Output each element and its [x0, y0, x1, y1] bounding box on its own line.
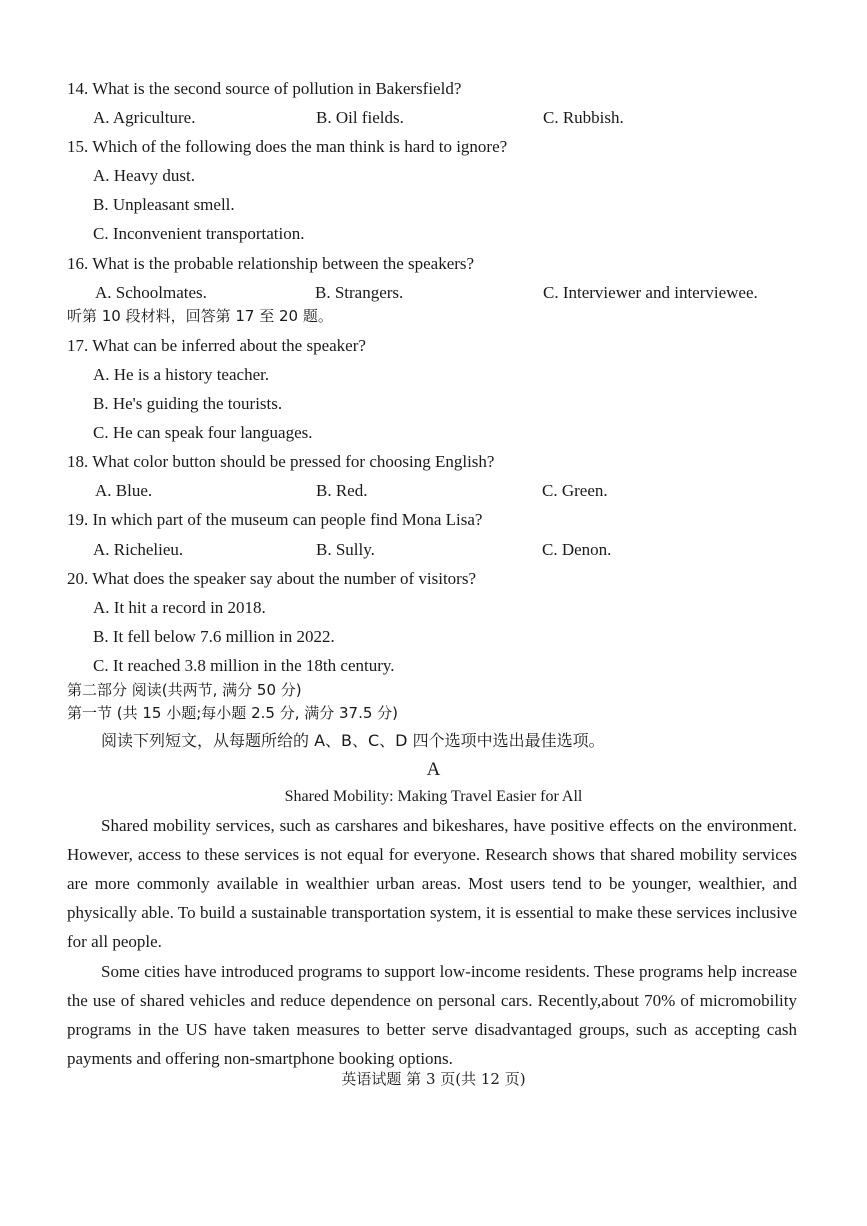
question-20-option-b: B. It fell below 7.6 million in 2022.	[93, 627, 335, 646]
question-16-option-b: B. Strangers.	[315, 283, 404, 302]
question-20-option-a: A. It hit a record in 2018.	[93, 598, 266, 617]
question-18-option-b: B. Red.	[316, 481, 368, 500]
question-17-stem: 17. What can be inferred about the speaker?	[67, 336, 366, 355]
question-16-option-a: A. Schoolmates.	[95, 283, 207, 302]
question-14-stem: 14. What is the second source of pollution in Bakersfield?	[67, 79, 462, 98]
material-10-instruction: 听第 10 段材料，回答第 17 至 20 题。	[67, 307, 333, 325]
question-16-option-c: C. Interviewer and interviewee.	[543, 283, 758, 302]
question-16-stem: 16. What is the probable relationship between the speakers?	[67, 254, 475, 273]
section-one-heading: 第一节 (共 15 小题;每小题 2.5 分, 满分 37.5 分)	[67, 704, 399, 722]
question-14-option-c: C. Rubbish.	[543, 108, 624, 127]
question-20-stem: 20. What does the speaker say about the number of visitors?	[67, 569, 476, 588]
passage-letter: A	[426, 759, 441, 780]
passage-title: Shared Mobility: Making Travel Easier for All	[284, 788, 583, 805]
question-17-option-b: B. He's guiding the tourists.	[93, 394, 283, 413]
question-19-option-a: A. Richelieu.	[93, 540, 184, 559]
part-two-heading: 第二部分 阅读(共两节, 满分 50 分)	[67, 681, 302, 699]
question-18-stem: 18. What color button should be pressed for choosing English?	[67, 452, 495, 471]
question-19-stem: 19. In which part of the museum can people find Mona Lisa?	[67, 510, 483, 529]
question-17-option-c: C. He can speak four languages.	[93, 423, 313, 442]
question-18-option-a: A. Blue.	[95, 481, 153, 500]
question-19-option-b: B. Sully.	[316, 540, 375, 559]
page-footer: 英语试题 第 3 页(共 12 页)	[341, 1070, 526, 1088]
question-20-option-c: C. It reached 3.8 million in the 18th century.	[93, 656, 395, 675]
question-15-option-c: C. Inconvenient transportation.	[93, 224, 305, 243]
question-18-option-c: C. Green.	[542, 481, 608, 500]
question-14-option-a: A. Agriculture.	[93, 108, 196, 127]
passage-paragraph-1: Shared mobility services, such as carshares and bikeshares, have positive effects on the environment. However, access to these services is not equal for everyone. Research shows that shared mobility services are more commonly available in wealthier urban areas. Most users tend to be younger, wealthier, and physically able. To build a sustainable transportation system, it is essential to make these services inclusive for all people.	[67, 816, 797, 951]
question-19-option-c: C. Denon.	[542, 540, 612, 559]
question-14-option-b: B. Oil fields.	[316, 108, 404, 127]
question-15-option-b: B. Unpleasant smell.	[93, 195, 235, 214]
question-17-option-a: A. He is a history teacher.	[93, 365, 270, 384]
question-15-stem: 15. Which of the following does the man think is hard to ignore?	[67, 137, 508, 156]
reading-directions: 阅读下列短文，从每题所给的 A、B、C、D 四个选项中选出最佳选项。	[101, 731, 605, 750]
passage-paragraph-2: Some cities have introduced programs to support low-income residents. These programs help increase the use of shared vehicles and reduce dependence on personal cars. Recently,about 70% of micromobility programs in the US have taken measures to better serve disadvantaged groups, such as accepting cash payments and offering non-smartphone booking options.	[67, 962, 797, 1068]
question-15-option-a: A. Heavy dust.	[93, 166, 195, 185]
